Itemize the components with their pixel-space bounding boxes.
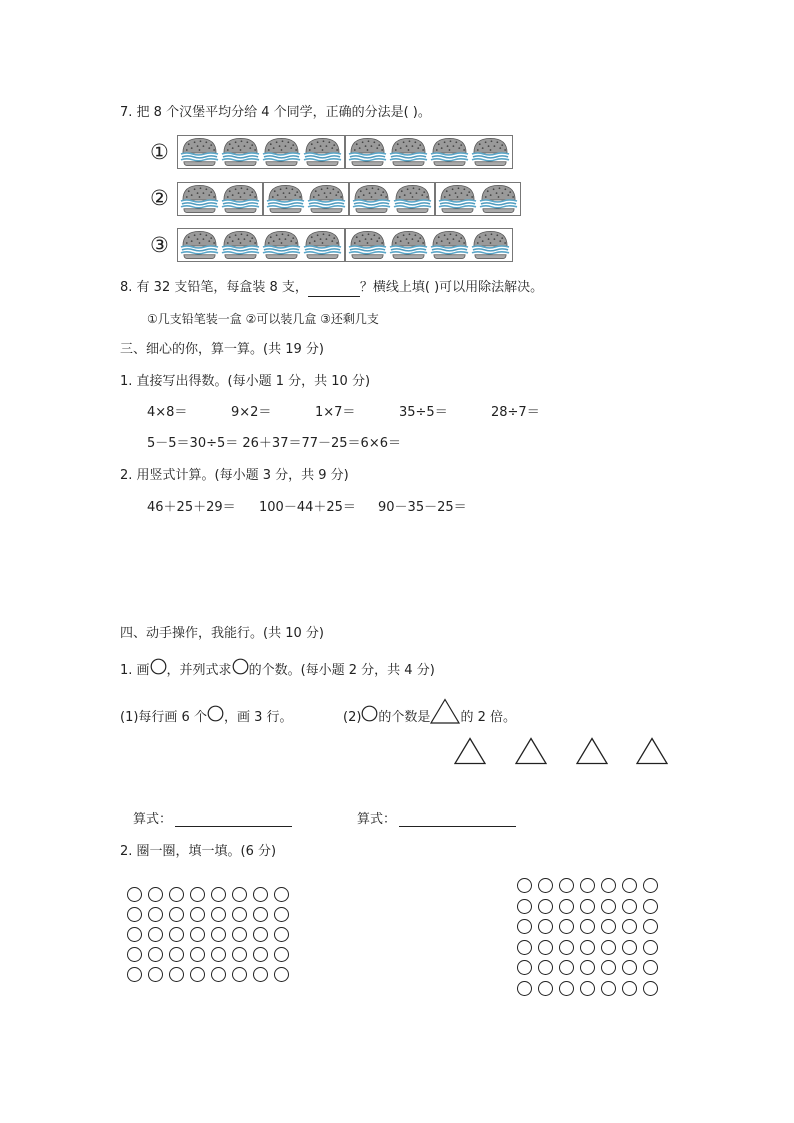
s4-q1-text <box>120 662 435 680</box>
grid-circle[interactable] <box>127 947 142 962</box>
triangle-icon <box>454 737 486 765</box>
triangle-icon <box>515 737 547 765</box>
grid-circle[interactable] <box>601 981 616 996</box>
grid-circle[interactable] <box>559 940 574 955</box>
circle-icon <box>150 658 167 675</box>
grid-circle[interactable] <box>169 947 184 962</box>
option-3-row <box>177 228 513 262</box>
grid-circle[interactable] <box>232 947 247 962</box>
grid-circle[interactable] <box>538 878 553 893</box>
formula-label-1: 算式： <box>133 812 173 827</box>
grid-circle[interactable] <box>643 878 658 893</box>
grid-circle[interactable] <box>643 899 658 914</box>
grid-circle[interactable] <box>232 907 247 922</box>
grid-circle[interactable] <box>169 967 184 982</box>
grid-circle[interactable] <box>274 927 289 942</box>
grid-circle[interactable] <box>559 899 574 914</box>
grid-circle[interactable] <box>538 940 553 955</box>
grid-circle[interactable] <box>580 899 595 914</box>
grid-circle[interactable] <box>601 919 616 934</box>
burger-icon <box>302 229 343 261</box>
grid-circle[interactable] <box>190 947 205 962</box>
q8-text <box>120 278 543 297</box>
grid-circle[interactable] <box>643 919 658 934</box>
burger-icon <box>470 136 511 168</box>
burger-group-box <box>349 182 435 216</box>
section3-title: 三、细心的你，算一算。(共 19 分) <box>120 342 324 357</box>
grid-circle[interactable] <box>538 981 553 996</box>
s4-sub1 <box>120 709 293 727</box>
grid-circle[interactable] <box>538 899 553 914</box>
burger-group-box <box>435 182 521 216</box>
option-1-marker: ① <box>150 140 169 164</box>
option-2-row <box>177 182 521 216</box>
grid-circle[interactable] <box>211 967 226 982</box>
grid-circle[interactable] <box>274 887 289 902</box>
s4-sub2-part-c: 的 2 倍。 <box>460 710 516 725</box>
burger-icon <box>179 183 220 215</box>
q8-choices: ①几支铅笔装一盒 ②可以装几盒 ③还剩几支 <box>147 312 379 326</box>
grid-circle[interactable] <box>148 907 163 922</box>
s4-sub1-part-b: ，画 3 行。 <box>223 710 293 725</box>
burger-icon <box>220 229 261 261</box>
calc-row-2: 5－5＝30÷5＝ 26＋37＝77－25＝6×6＝ <box>147 436 401 451</box>
calc-2: 9×2＝ <box>231 405 272 420</box>
s4-sub2-part-b: 的个数是 <box>378 710 431 725</box>
circle-icon <box>207 705 224 722</box>
burger-icon <box>220 183 261 215</box>
burger-icon <box>220 136 261 168</box>
burger-icon <box>392 183 433 215</box>
grid-circle[interactable] <box>253 887 268 902</box>
triangle-icon <box>430 698 460 724</box>
burger-group-box <box>177 135 345 169</box>
grid-circle[interactable] <box>127 887 142 902</box>
burger-icon <box>429 229 470 261</box>
burger-group-box <box>345 228 513 262</box>
calc-1: 4×8＝ <box>147 405 188 420</box>
burger-group-box <box>177 182 263 216</box>
grid-circle[interactable] <box>517 981 532 996</box>
grid-circle[interactable] <box>517 919 532 934</box>
grid-circle[interactable] <box>517 960 532 975</box>
s4-sub1-part-a: (1)每行画 6 个 <box>120 710 207 725</box>
formula-answer-line-2[interactable] <box>399 826 516 827</box>
grid-circle[interactable] <box>643 981 658 996</box>
option-3-marker: ③ <box>150 233 169 257</box>
grid-circle[interactable] <box>211 947 226 962</box>
calc-5: 28÷7＝ <box>491 405 540 420</box>
grid-circle[interactable] <box>622 960 637 975</box>
vertical-calc-2: 100－44＋25＝ <box>259 500 356 515</box>
grid-circle[interactable] <box>148 887 163 902</box>
grid-circle[interactable] <box>211 887 226 902</box>
grid-circle[interactable] <box>232 967 247 982</box>
calc-4: 35÷5＝ <box>399 405 448 420</box>
burger-icon <box>388 136 429 168</box>
grid-circle[interactable] <box>622 899 637 914</box>
s4-sub2 <box>343 709 516 727</box>
circle-icon <box>232 658 249 675</box>
s4-q1-part-b: ，并列式求 <box>166 663 232 678</box>
grid-circle[interactable] <box>643 940 658 955</box>
grid-circle[interactable] <box>622 940 637 955</box>
grid-circle[interactable] <box>559 981 574 996</box>
grid-circle[interactable] <box>148 967 163 982</box>
formula-label-2: 算式： <box>357 812 397 827</box>
grid-circle[interactable] <box>274 967 289 982</box>
grid-circle[interactable] <box>190 907 205 922</box>
burger-group-box <box>263 182 349 216</box>
vertical-calc-3: 90－35－25＝ <box>378 500 467 515</box>
s3-q1-title: 1. 直接写出得数。(每小题 1 分，共 10 分) <box>120 374 371 389</box>
burger-icon <box>261 229 302 261</box>
burger-icon <box>388 229 429 261</box>
q8-blank[interactable] <box>308 278 360 297</box>
burger-group-box <box>177 228 345 262</box>
q8-text-after: ？横线上填( )可以用除法解决。 <box>359 280 544 295</box>
option-2-marker: ② <box>150 186 169 210</box>
burger-icon <box>429 136 470 168</box>
q7-text: 7. 把 8 个汉堡平均分给 4 个同学，正确的分法是( )。 <box>120 105 431 120</box>
grid-circle[interactable] <box>127 967 142 982</box>
grid-circle[interactable] <box>127 927 142 942</box>
grid-circle[interactable] <box>580 960 595 975</box>
grid-circle[interactable] <box>601 899 616 914</box>
s4-sub2-part-a: (2) <box>343 710 362 725</box>
grid-circle[interactable] <box>580 940 595 955</box>
burger-icon <box>179 136 220 168</box>
grid-circle[interactable] <box>559 878 574 893</box>
grid-circle[interactable] <box>232 927 247 942</box>
grid-circle[interactable] <box>274 947 289 962</box>
q8-text-before: 8. 有 32 支铅笔，每盒装 8 支， <box>120 280 308 295</box>
grid-circle[interactable] <box>253 967 268 982</box>
grid-circle[interactable] <box>253 927 268 942</box>
circle-grid-right[interactable] <box>517 878 658 996</box>
burger-icon <box>265 183 306 215</box>
s3-q2-title: 2. 用竖式计算。(每小题 3 分，共 9 分) <box>120 468 349 483</box>
burger-icon <box>179 229 220 261</box>
grid-circle[interactable] <box>148 947 163 962</box>
grid-circle[interactable] <box>274 907 289 922</box>
grid-circle[interactable] <box>169 927 184 942</box>
grid-circle[interactable] <box>601 878 616 893</box>
grid-circle[interactable] <box>538 919 553 934</box>
option-1-row <box>177 135 513 169</box>
grid-circle[interactable] <box>190 887 205 902</box>
burger-icon <box>306 183 347 215</box>
calc-3: 1×7＝ <box>315 405 356 420</box>
burger-icon <box>478 183 519 215</box>
grid-circle[interactable] <box>253 947 268 962</box>
grid-circle[interactable] <box>517 940 532 955</box>
grid-circle[interactable] <box>190 927 205 942</box>
grid-circle[interactable] <box>538 960 553 975</box>
burger-icon <box>302 136 343 168</box>
grid-circle[interactable] <box>580 919 595 934</box>
circle-grid-left[interactable] <box>127 887 289 982</box>
burger-icon <box>351 183 392 215</box>
grid-circle[interactable] <box>148 927 163 942</box>
vertical-calc-1: 46＋25＋29＝ <box>147 500 236 515</box>
section4-title: 四、动手操作，我能行。(共 10 分) <box>120 626 324 641</box>
grid-circle[interactable] <box>211 907 226 922</box>
grid-circle[interactable] <box>169 907 184 922</box>
grid-circle[interactable] <box>211 927 226 942</box>
grid-circle[interactable] <box>601 940 616 955</box>
grid-circle[interactable] <box>580 981 595 996</box>
grid-circle[interactable] <box>559 960 574 975</box>
grid-circle[interactable] <box>580 878 595 893</box>
burger-icon <box>437 183 478 215</box>
triangle-icon <box>636 737 668 765</box>
s4-q1-part-a: 1. 画 <box>120 663 150 678</box>
grid-circle[interactable] <box>559 919 574 934</box>
grid-circle[interactable] <box>643 960 658 975</box>
grid-circle[interactable] <box>169 887 184 902</box>
burger-icon <box>470 229 511 261</box>
s4-q2-title: 2. 圈一圈，填一填。(6 分) <box>120 844 277 859</box>
grid-circle[interactable] <box>127 907 142 922</box>
circle-icon <box>361 705 378 722</box>
burger-icon <box>261 136 302 168</box>
burger-icon <box>347 229 388 261</box>
formula-answer-line-1[interactable] <box>175 826 292 827</box>
burger-group-box <box>345 135 513 169</box>
grid-circle[interactable] <box>517 899 532 914</box>
triangle-icon <box>576 737 608 765</box>
burger-icon <box>347 136 388 168</box>
grid-circle[interactable] <box>622 878 637 893</box>
s4-q1-part-c: 的个数。(每小题 2 分，共 4 分) <box>248 663 435 678</box>
grid-circle[interactable] <box>622 981 637 996</box>
grid-circle[interactable] <box>622 919 637 934</box>
grid-circle[interactable] <box>517 878 532 893</box>
grid-circle[interactable] <box>601 960 616 975</box>
grid-circle[interactable] <box>190 967 205 982</box>
grid-circle[interactable] <box>232 887 247 902</box>
grid-circle[interactable] <box>253 907 268 922</box>
